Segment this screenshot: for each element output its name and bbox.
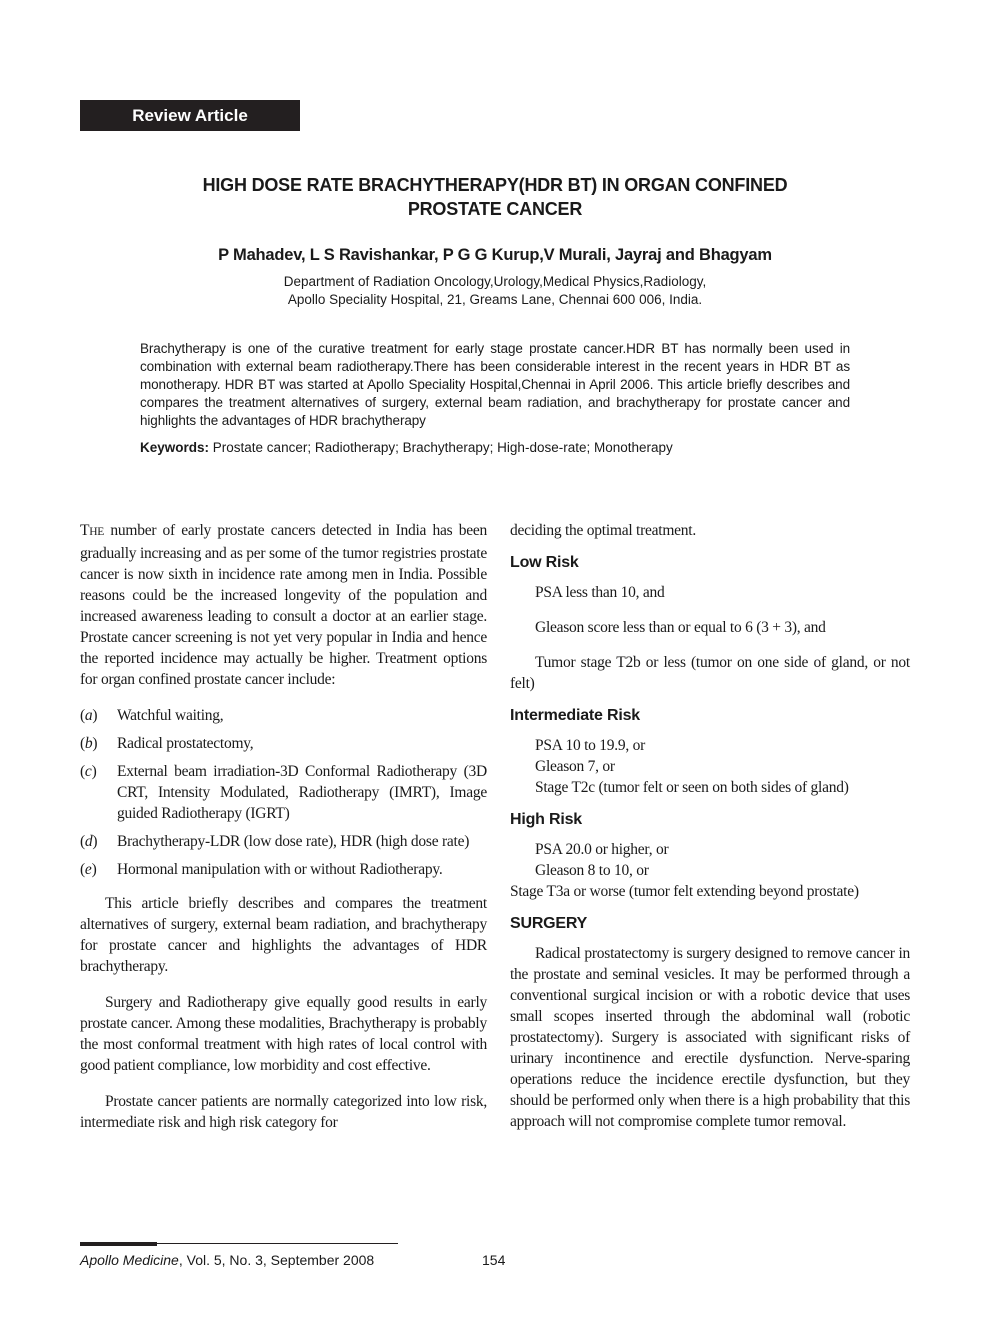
journal-citation <box>80 1251 374 1269</box>
risk-criterion: PSA 20.0 or higher, or <box>535 841 669 858</box>
article-title <box>80 173 910 221</box>
risk-criterion: Gleason 8 to 10, or <box>535 862 649 879</box>
body-paragraph: This article briefly describes and compares the treatment alternatives of surgery, external beam radiation, and brachytherapy for prostate cancer and highlights the advantages of HDR brachytherapy. <box>80 895 487 975</box>
dropcap-rest: HE <box>89 526 105 538</box>
section-heading: SURGERY <box>510 915 588 932</box>
list-text: External beam irradiation-3D Conformal Radiotherapy (3D CRT, Intensity Modulated, Radiotherapy (IMRT), Image guided Radiotherapy (IGRT) <box>117 763 487 822</box>
high-risk-section <box>510 810 910 902</box>
list-item <box>80 705 487 726</box>
list-letter: b <box>84 735 93 752</box>
footer-rule-accent <box>80 1242 157 1246</box>
list-label: (a) <box>80 707 98 724</box>
affiliation-line-2: Apollo Speciality Hospital, 21, Greams Lane, Chennai 600 006, India. <box>287 292 703 307</box>
abstract: Brachytherapy is one of the curative treatment for early stage prostate cancer.HDR BT has normally been used in combination with external beam radiotherapy.There has been considerable interest in the recent years in HDR BT as monotherapy. HDR BT was started at Apollo Speciality Hospital,Chennai in April 2006. This article briefly describes and compares the treatment alternatives of surgery, external beam radiation, and brachytherapy for prostate cancer and highlights the advantages of HDR brachytherapy <box>140 341 850 428</box>
risk-criterion: PSA 10 to 19.9, or <box>535 737 646 754</box>
list-item <box>80 859 487 880</box>
keywords-list: Prostate cancer; Radiotherapy; Brachytherapy; High-dose-rate; Monotherapy <box>209 440 673 455</box>
list-item <box>80 733 487 754</box>
intro-paragraph <box>80 520 487 690</box>
body-paragraph: Prostate cancer patients are normally categorized into low risk, intermediate risk and high risk category for <box>80 1093 487 1131</box>
section-heading: Intermediate Risk <box>510 707 640 724</box>
intro-dropcap <box>80 522 105 539</box>
title-line-2: PROSTATE CANCER <box>407 199 583 219</box>
list-text: Watchful waiting, <box>117 707 224 724</box>
affiliation-line-1: Department of Radiation Oncology,Urology,Medical Physics,Radiology, <box>283 274 707 289</box>
section-heading: Low Risk <box>510 554 579 571</box>
left-column <box>80 520 487 1133</box>
body-paragraph: Radical prostatectomy is surgery designed to remove cancer in the prostate and seminal vesicles. It may be performed through a conventional surgical incision or with a robotic device that uses small scopes inserted through the abdominal wall (robotic prostatectomy). Surgery is associated with significant risks of urinary incontinence and erectile dysfunction. Nerve-sparing operations reduce the incidence erectile dysfunction, but they should be performed only when there is a high probability that this approach will not compromise complete tumor removal. <box>510 945 910 1130</box>
list-label: (e) <box>80 861 97 878</box>
journal-name: Apollo Medicine <box>80 1252 179 1268</box>
risk-criterion: Tumor stage T2b or less (tumor on one side of gland, or not felt) <box>510 654 910 692</box>
body-paragraph: Surgery and Radiotherapy give equally good results in early prostate cancer. Among these modalities, Brachytherapy is probably the most conformal treatment with high rates of local control with good patient compliance, low morbidity and cost effective. <box>80 994 487 1074</box>
article-type-banner: Review Article <box>80 100 300 131</box>
risk-criterion: Stage T2c (tumor felt or seen on both sides of gland) <box>535 779 849 796</box>
treatment-options-list <box>80 705 487 880</box>
list-label: (d) <box>80 833 98 850</box>
affiliation <box>80 273 910 309</box>
list-letter: d <box>84 833 93 850</box>
author-list: P Mahadev, L S Ravishankar, P G G Kurup,V Murali, Jayraj and Bhagyam <box>218 246 772 264</box>
list-label: (b) <box>80 735 98 752</box>
list-letter: a <box>84 707 93 724</box>
list-text: Brachytherapy-LDR (low dose rate), HDR (high dose rate) <box>117 833 470 850</box>
risk-criterion: Gleason score less than or equal to 6 (3 + 3), and <box>535 619 826 636</box>
list-label: (c) <box>80 763 97 780</box>
continuation-text: deciding the optimal treatment. <box>510 522 696 539</box>
risk-criteria-group <box>510 839 910 902</box>
page-number: 154 <box>482 1252 506 1268</box>
keywords-label: Keywords: <box>140 440 210 455</box>
surgery-section <box>510 914 910 1132</box>
risk-criterion: Gleason 7, or <box>535 758 615 775</box>
intermediate-risk-section <box>510 706 910 798</box>
low-risk-section <box>510 553 910 694</box>
title-line-1: HIGH DOSE RATE BRACHYTHERAPY(HDR BT) IN ORGAN CONFINED <box>202 175 788 195</box>
list-item <box>80 831 487 852</box>
intro-text: number of early prostate cancers detected in India has been gradually increasing and as per some of the tumor registries prostate cancer is now sixth in incidence rate among men in India. Possible reasons could be the increased longevity of the population and increased awareness leading to consult a doctor at an earlier stage. Prostate cancer screening is not yet very popular in India and hence the reported incidence may actually be higher. Treatment options for organ confined prostate cancer include: <box>80 522 487 688</box>
dropcap-first-letter: T <box>80 522 90 539</box>
list-item <box>80 761 487 824</box>
list-letter: e <box>84 861 92 878</box>
right-column <box>510 520 910 1132</box>
section-heading: High Risk <box>510 811 582 828</box>
risk-criterion: Stage T3a or worse (tumor felt extending beyond prostate) <box>510 883 859 900</box>
journal-details: , Vol. 5, No. 3, September 2008 <box>178 1252 375 1268</box>
list-letter: c <box>84 763 92 780</box>
risk-criteria-group <box>510 735 910 798</box>
list-text: Hormonal manipulation with or without Radiotherapy. <box>117 861 443 878</box>
risk-criterion: PSA less than 10, and <box>535 584 665 601</box>
keywords <box>140 439 860 457</box>
list-text: Radical prostatectomy, <box>117 735 254 752</box>
